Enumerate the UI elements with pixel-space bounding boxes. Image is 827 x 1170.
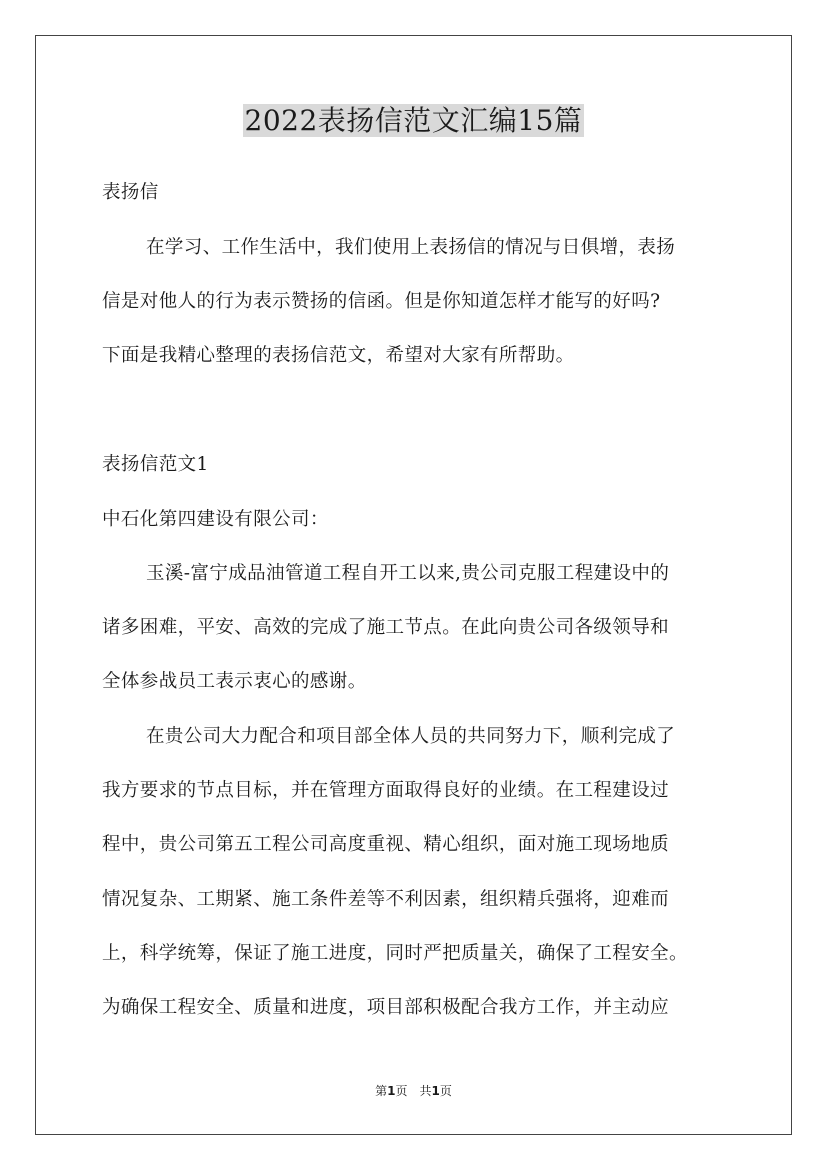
page-footer [0, 1083, 827, 1099]
intro-line-1: 在学习、工作生活中，我们使用上表扬信的情况与日俱增，表扬 [146, 237, 676, 258]
salutation: 中石化第四建设有限公司： [102, 509, 329, 530]
paragraph1-line-3: 全体参战员工表示衷心的感谢。 [102, 671, 367, 692]
paragraph1-line-2: 诸多困难，平安、高效的完成了施工节点。在此向贵公司各级领导和 [102, 617, 670, 638]
paragraph1-line-1: 玉溪-富宁成品油管道工程自开工以来,贵公司克服工程建设中的 [146, 563, 670, 584]
document-heading: 表扬信 [102, 182, 159, 203]
paragraph2-line-6: 为确保工程安全、质量和进度，项目部积极配合我方工作，并主动应 [102, 997, 670, 1018]
paragraph2-line-5: 上，科学统筹，保证了施工进度，同时严把质量关，确保了工程安全。 [102, 943, 688, 964]
document-title [0, 101, 827, 141]
footer-suffix: 页 [439, 1084, 452, 1098]
footer-page-current: 1 [387, 1084, 396, 1098]
intro-line-3: 下面是我精心整理的表扬信范文，希望对大家有所帮助。 [102, 345, 575, 366]
document-title-text: 2022表扬信范文汇编15篇 [244, 104, 583, 137]
section-title: 表扬信范文1 [102, 454, 209, 475]
paragraph2-line-1: 在贵公司大力配合和项目部全体人员的共同努力下，顺利完成了 [146, 726, 676, 747]
footer-page-total: 1 [431, 1084, 440, 1098]
paragraph2-line-4: 情况复杂、工期紧、施工条件差等不利因素，组织精兵强将，迎难而 [102, 889, 670, 910]
footer-prefix: 第 [375, 1084, 388, 1098]
intro-line-2: 信是对他人的行为表示赞扬的信函。但是你知道怎样才能写的好吗? [102, 291, 661, 312]
paragraph2-line-3: 程中，贵公司第五工程公司高度重视、精心组织，面对施工现场地质 [102, 834, 670, 855]
footer-mid: 页 共 [395, 1084, 432, 1098]
paragraph2-line-2: 我方要求的节点目标，并在管理方面取得良好的业绩。在工程建设过 [102, 780, 670, 801]
